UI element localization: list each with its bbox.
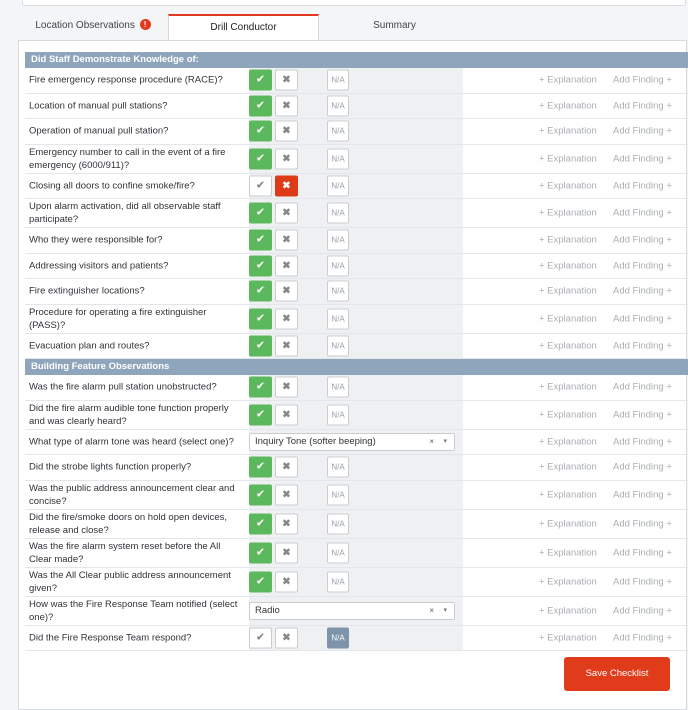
na-button[interactable]: N/A [327,230,349,251]
add-explanation-link[interactable]: + Explanation [539,340,597,352]
question-text: Emergency number to call in the event of a fire emergency (6000/911)? [29,146,226,171]
add-explanation-link[interactable]: + Explanation [539,207,597,219]
section-header: Building Feature Observations [25,359,688,375]
na-button[interactable]: N/A [327,457,349,478]
add-explanation-link[interactable]: + Explanation [539,436,597,448]
answer-controls [249,513,345,534]
answer-controls [249,230,345,251]
section-header: Did Staff Demonstrate Knowledge of: [25,52,688,68]
yes-check-icon[interactable]: ✔ [249,484,272,505]
question-text: Upon alarm activation, did all observable staff participate? [29,201,221,225]
question-text: How was the Fire Response Team notified (select one)? [29,598,238,623]
yes-check-icon[interactable]: ✔ [249,148,272,169]
checklist-row [25,455,688,481]
yes-check-icon[interactable]: ✔ [249,377,272,398]
checklist-row [25,199,688,228]
add-finding-link[interactable]: Add Finding + [613,125,672,137]
answer-controls [249,70,345,91]
add-finding-link[interactable]: Add Finding + [613,285,672,297]
checklist-row [25,375,688,401]
add-explanation-link[interactable]: + Explanation [539,605,597,616]
yes-check-icon[interactable]: ✔ [249,70,272,91]
question-text: Who they were responsible for? [29,234,163,246]
yes-check-icon[interactable]: ✔ [249,542,272,563]
add-finding-link[interactable]: Add Finding + [613,632,672,644]
checklist-row [25,334,688,360]
add-finding-link[interactable]: Add Finding + [613,260,672,272]
answer-controls [249,404,345,425]
chevron-down-icon[interactable]: ▾ [443,437,447,445]
clear-icon[interactable]: × [429,605,434,615]
answer-select[interactable] [249,433,455,451]
na-button[interactable]: N/A [327,255,349,276]
na-button[interactable]: N/A [327,121,349,142]
add-finding-link[interactable]: Add Finding + [613,381,672,393]
no-x-icon[interactable]: ✖ [275,377,298,398]
no-x-icon[interactable]: ✖ [275,513,298,534]
tab-drill-conductor[interactable] [168,14,319,41]
na-button[interactable]: N/A [327,484,349,505]
question-text: Was the All Clear public address announcement given? [29,569,231,594]
no-x-icon[interactable]: ✖ [275,542,298,563]
na-button[interactable]: N/A [327,203,349,224]
add-explanation-link[interactable]: + Explanation [539,74,597,86]
checklist-row [25,626,688,652]
add-explanation-link[interactable]: + Explanation [539,180,597,192]
yes-check-icon[interactable]: ✔ [249,121,272,142]
question-text: Did the fire alarm audible tone function properly and was clearly heard? [29,402,229,427]
no-x-icon[interactable]: ✖ [275,484,298,505]
na-button[interactable]: N/A [327,542,349,563]
add-explanation-link[interactable]: + Explanation [539,125,597,137]
add-explanation-link[interactable]: + Explanation [539,313,597,324]
yes-check-icon[interactable]: ✔ [249,457,272,478]
answer-controls [249,627,345,648]
add-explanation-link[interactable]: + Explanation [539,409,597,420]
no-x-icon[interactable]: ✖ [275,175,298,196]
checklist-row [25,539,688,568]
answer-select[interactable] [249,602,455,620]
question-text: Evacuation plan and routes? [29,340,150,352]
tab-label: Drill Conductor [210,22,277,33]
tab-bar [18,14,688,40]
no-x-icon[interactable]: ✖ [275,121,298,142]
add-finding-link[interactable]: Add Finding + [613,576,672,587]
add-finding-link[interactable]: Add Finding + [613,340,672,352]
answer-controls [249,571,345,592]
add-finding-link[interactable]: Add Finding + [613,207,672,219]
yes-check-icon[interactable]: ✔ [249,95,272,116]
checklist-row [25,401,688,430]
add-finding-link[interactable]: Add Finding + [613,180,672,192]
add-explanation-link[interactable]: + Explanation [539,632,597,644]
question-text: Fire emergency response procedure (RACE)? [29,74,223,86]
checklist-panel [18,40,687,710]
yes-check-icon[interactable]: ✔ [249,571,272,592]
question-text: Did the strobe lights function properly? [29,461,192,473]
checklist-row [25,228,688,254]
no-x-icon[interactable]: ✖ [275,404,298,425]
checklist-row [25,597,688,626]
add-explanation-link[interactable]: + Explanation [539,381,597,393]
checklist-row [25,510,688,539]
na-button[interactable]: N/A [327,513,349,534]
no-x-icon[interactable]: ✖ [275,148,298,169]
yes-check-icon[interactable]: ✔ [249,308,272,329]
question-text: Was the fire alarm system reset before the All Clear made? [29,540,221,565]
no-x-icon[interactable]: ✖ [275,230,298,251]
checklist-row [25,174,688,200]
no-x-icon[interactable]: ✖ [275,255,298,276]
answer-controls [249,335,345,356]
yes-check-icon[interactable]: ✔ [249,281,272,302]
add-explanation-link[interactable]: + Explanation [539,489,597,500]
previous-panel-edge [22,0,686,6]
checklist-row [25,568,688,597]
checklist-row [25,279,688,305]
question-text: Location of manual pull stations? [29,100,168,112]
add-finding-link[interactable]: Add Finding + [613,313,672,324]
yes-check-icon[interactable]: ✔ [249,255,272,276]
yes-check-icon[interactable]: ✔ [249,175,272,196]
checklist-table [25,52,688,651]
question-text: Did the fire/smoke doors on hold open devices, release and close? [29,511,228,536]
answer-controls [249,255,345,276]
checklist-row [25,305,688,334]
checklist-row [25,145,688,174]
no-x-icon[interactable]: ✖ [275,281,298,302]
no-x-icon[interactable]: ✖ [275,457,298,478]
add-finding-link[interactable]: Add Finding + [613,153,672,164]
add-finding-link[interactable]: Add Finding + [613,461,672,473]
add-finding-link[interactable]: Add Finding + [613,436,672,448]
add-finding-link[interactable]: Add Finding + [613,409,672,420]
checklist-row [25,481,688,510]
add-explanation-link[interactable]: + Explanation [539,547,597,558]
answer-controls [249,308,345,329]
checklist-row [25,94,688,120]
yes-check-icon[interactable]: ✔ [249,335,272,356]
na-button[interactable]: N/A [327,175,349,196]
question-text: Procedure for operating a fire extinguisher (PASS)? [29,306,207,331]
yes-check-icon[interactable]: ✔ [249,627,272,648]
answer-controls [249,148,345,169]
tab-label: Location Observations [35,20,135,31]
select-value: Radio [255,604,280,616]
tab-location-observations[interactable] [18,14,168,40]
na-button[interactable]: N/A [327,571,349,592]
no-x-icon[interactable]: ✖ [275,627,298,648]
question-text: Fire extinguisher locations? [29,285,145,297]
question-text: Addressing visitors and patients? [29,260,169,272]
na-button[interactable]: N/A [327,281,349,302]
add-explanation-link[interactable]: + Explanation [539,461,597,473]
checklist-row [25,430,688,456]
question-text: Was the public address announcement clear and concise? [29,482,235,507]
answer-controls [249,281,345,302]
no-x-icon[interactable]: ✖ [275,571,298,592]
yes-check-icon[interactable]: ✔ [249,203,272,224]
tab-label: Summary [373,20,416,31]
add-explanation-link[interactable]: + Explanation [539,153,597,164]
na-button[interactable]: N/A [327,308,349,329]
no-x-icon[interactable]: ✖ [275,335,298,356]
na-button[interactable]: N/A [327,148,349,169]
add-explanation-link[interactable]: + Explanation [539,100,597,112]
question-text: What type of alarm tone was heard (select one)? [29,436,234,448]
na-button[interactable]: N/A [327,335,349,356]
yes-check-icon[interactable]: ✔ [249,513,272,534]
no-x-icon[interactable]: ✖ [275,203,298,224]
answer-controls [249,484,345,505]
answer-controls [249,175,345,196]
yes-check-icon[interactable]: ✔ [249,404,272,425]
no-x-icon[interactable]: ✖ [275,95,298,116]
save-checklist-button[interactable]: Save Checklist [564,657,670,691]
answer-controls [249,457,345,478]
no-x-icon[interactable]: ✖ [275,70,298,91]
add-finding-link[interactable]: Add Finding + [613,489,672,500]
add-finding-link[interactable]: Add Finding + [613,74,672,86]
checklist-row [25,68,688,94]
yes-check-icon[interactable]: ✔ [249,230,272,251]
add-finding-link[interactable]: Add Finding + [613,234,672,246]
add-finding-link[interactable]: Add Finding + [613,100,672,112]
add-explanation-link[interactable]: + Explanation [539,285,597,297]
add-explanation-link[interactable]: + Explanation [539,576,597,587]
answer-controls [249,542,345,563]
chevron-down-icon[interactable]: ▾ [443,606,447,614]
no-x-icon[interactable]: ✖ [275,308,298,329]
question-text: Closing all doors to confine smoke/fire? [29,180,195,192]
add-finding-link[interactable]: Add Finding + [613,518,672,529]
question-text: Operation of manual pull station? [29,125,169,137]
question-text: Was the fire alarm pull station unobstructed? [29,381,217,393]
question-text: Did the Fire Response Team respond? [29,632,192,644]
checklist-row [25,254,688,280]
answer-controls [249,203,345,224]
na-button[interactable]: N/A [327,377,349,398]
add-explanation-link[interactable]: + Explanation [539,260,597,272]
na-button[interactable]: N/A [327,70,349,91]
na-button[interactable]: N/A [327,627,349,648]
na-button[interactable]: N/A [327,95,349,116]
tab-summary[interactable] [319,14,470,40]
answer-controls [249,377,345,398]
answer-controls [249,95,345,116]
clear-icon[interactable]: × [429,436,434,446]
add-explanation-link[interactable]: + Explanation [539,234,597,246]
answer-controls [249,121,345,142]
select-value: Inquiry Tone (softer beeping) [255,435,376,447]
add-finding-link[interactable]: Add Finding + [613,605,672,616]
na-button[interactable]: N/A [327,404,349,425]
alert-badge-icon: ! [140,19,151,30]
add-explanation-link[interactable]: + Explanation [539,518,597,529]
checklist-row [25,119,688,145]
add-finding-link[interactable]: Add Finding + [613,547,672,558]
